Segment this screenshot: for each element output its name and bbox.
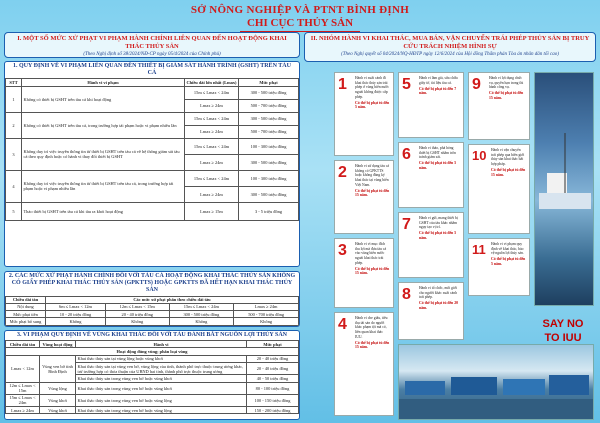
water (399, 399, 594, 420)
card-text: Hành vi vận chuyển trái phép qua biên giới thủy sản khai thác bất hợp pháp. (491, 148, 525, 166)
card-text: Hành vi gửi, mang thiết bị GSHT của tàu khác nhằm ngụy tạo vị trí. (419, 216, 458, 230)
gsht-violations-box (4, 61, 300, 267)
table-cell: Không (234, 318, 299, 325)
card-number: 3 (338, 242, 347, 259)
table-cell: 15m ≤ Lmax < 24m (185, 170, 239, 186)
table-cell: 150 - 200 triệu đồng (247, 407, 299, 414)
card-penalty: Có thể bị phạt tù đến 5 năm. (419, 231, 457, 241)
card-number: 7 (402, 216, 411, 233)
col-len: Chiều dài tàu (6, 341, 40, 348)
col-fine: Mức phạt (247, 341, 299, 348)
row-label: Nội dung (6, 303, 46, 310)
table-cell: Khai thác thủy sản trong vùng ven bờ hoặc vùng lộng (76, 407, 247, 414)
table-cell: Lmax ≥ 24m (185, 99, 239, 112)
violation-card-6 (398, 142, 464, 208)
table-cell: Lmax ≥ 15m (185, 202, 239, 220)
violation-card-7 (398, 212, 464, 278)
table-cell: Không có thiết bị GSHT trên tàu cá, trong trường hợp tái phạm hoặc vi phạm nhiều lần (22, 112, 185, 138)
table-cell: 15m ≤ Lmax < 24m (6, 394, 40, 406)
boat-cabin (547, 173, 567, 193)
col-len: Chiều dài lớn nhất (Lmax) (186, 79, 237, 85)
table-cell: 80 - 100 triệu đồng (247, 382, 299, 394)
table-cell: Lmax ≥ 24m (185, 154, 239, 170)
table-cell: Không có thiết bị GSHT trên tàu cá khi hoạt động (22, 86, 185, 112)
license-violations-box (4, 271, 300, 327)
gsht-table (5, 78, 299, 220)
violation-card-2 (334, 160, 394, 234)
len-header: 12m ≤ Lmax < 15m (105, 303, 169, 310)
card-penalty: Có thể bị phạt tù đến 15 năm. (355, 188, 390, 198)
table-cell: Thảo thiết bị GSHT trên tàu cá khi tàu ra khỏi hoạt động (22, 202, 185, 220)
right-section-title (304, 32, 596, 62)
table-cell: Vùng ven bờ tỉnh Bình Định (40, 355, 76, 382)
card-text: Hành vi vì mục đích thu lợi mà đưa tàu cá vào vùng biển nước ngoài khai thác trái phép. (355, 242, 387, 265)
card-text: Hành vi sử dụng tàu cá không có GPKTTS hoặc không đăng ký khai thác tại vùng biển Việt Nam. (355, 164, 390, 187)
card-penalty: Có thể bị phạt tù đến 15 năm. (489, 91, 524, 101)
table-cell: Khai thác thủy sản tại vùng ven bờ, vùng lộng của tỉnh, thành phố trực thuộc trung ương khác, trừ trường hợp có thỏa thuận của UBND hai tỉnh, thành phố trực thuộc trung ương (76, 362, 247, 374)
card-penalty: Có thể bị phạt tù đến 20 năm. (419, 301, 459, 311)
len-header: Lmax ≥ 24m (234, 303, 299, 310)
card-text: Hành vi vi phạm quy định về khai thác, bảo vệ nguồn lợi thủy sản. (491, 242, 524, 256)
card-number: 10 (472, 148, 487, 163)
table-cell: 40 - 50 triệu đồng (247, 375, 299, 382)
violation-card-3 (334, 238, 394, 308)
row-label: Mức phạt bổ sung (6, 318, 46, 325)
col-fines: Các mức xử phạt phân theo chiều dài tàu (46, 296, 299, 303)
violation-card-9 (468, 72, 530, 140)
card-penalty: Có thể bị phạt tù đến 15 năm. (491, 168, 526, 177)
table-cell: 100 - 300 triệu đồng (239, 170, 299, 186)
harbor-photo (398, 344, 594, 420)
table-cell: 4 (6, 170, 22, 202)
table-cell: 300 - 500 triệu đồng (239, 154, 299, 170)
card-text: Hành vi tổ chức, môi giới cho người khác xuất cảnh trái phép. (419, 286, 457, 300)
zone-title: 3. VI PHẠM QUY ĐỊNH VỀ VÙNG KHAI THÁC ĐỐI VỚI TÀU ĐÁNH BẮT NGUỒN LỢI THỦY SẢN (16, 332, 288, 338)
license-table (5, 296, 299, 326)
table-cell: 500 - 700 triệu đồng (239, 99, 299, 112)
table-cell: Không (169, 318, 234, 325)
left-title: I. MỘT SỐ MỨC XỬ PHẠT VI PHẠM HÀNH CHÍNH LIÊN QUAN ĐẾN HOẠT ĐỘNG KHAI THÁC THỦY SẢN (17, 35, 287, 51)
card-text: Hành vi lợi dụng chức vụ, quyền hạn trong thi hành công vụ. (489, 76, 524, 90)
slogan (533, 318, 593, 346)
table-cell: Lmax < 12m (6, 355, 40, 382)
card-number: 5 (402, 76, 411, 93)
table-cell: 5 (6, 202, 22, 220)
right-title: II. NHÓM HÀNH VI KHAI THÁC, MUA BÁN, VẬN CHUYỂN TRÁI PHÉP THỦY SẢN BỊ TRUY CỨU TRÁCH NHIỆM HÌNH SỰ (310, 35, 590, 51)
table-cell: Không duy trì việc truyền thông tin từ thiết bị GSHT trên tàu cá, trong trường hợp tái phạm hoặc vi phạm nhiều lần (22, 170, 185, 202)
table-cell: 300 - 500 triệu đồng (239, 186, 299, 202)
table-cell: Lmax ≥ 24m (185, 125, 239, 138)
table-cell: 1 (6, 86, 22, 112)
len-header: 15m ≤ Lmax < 24m (169, 303, 234, 310)
table-cell: Vùng lộng (40, 382, 76, 394)
table-cell: 3 - 5 triệu đồng (239, 202, 299, 220)
fishing-boat-photo-right (534, 72, 594, 306)
table-cell: 3 (6, 138, 22, 170)
agency-name: CHI CỤC THỦY SẢN (246, 17, 354, 29)
gsht-title: 1. QUY ĐỊNH VỀ VI PHẠM LIÊN QUAN ĐẾN THIẾT BỊ GIÁM SÁT HÀNH TRÌNH (GSHT) TRÊN TÀU CÁ (13, 63, 291, 77)
left-subtitle: (Theo Nghị định số 38/2024/NĐ-CP ngày 05/4/2024 của Chính phủ) (83, 52, 221, 58)
table-cell: 300 - 500 triệu đồng (239, 86, 299, 99)
department-name: SỞ NÔNG NGHIỆP VÀ PTNT BÌNH ĐỊNH (190, 4, 410, 16)
left-panel (4, 32, 300, 420)
boat-3 (503, 379, 545, 395)
table-cell: 20 - 40 triệu đồng (105, 311, 169, 318)
card-number: 6 (402, 146, 411, 163)
violation-card-5 (398, 72, 464, 138)
left-section-title (4, 32, 300, 58)
card-number: 9 (472, 76, 481, 93)
boat-illustration (535, 73, 594, 306)
card-penalty: Có thể bị phạt tù đến 7 năm. (419, 86, 457, 96)
col-act: Hành vi vi phạm (22, 79, 185, 86)
card-text: Hành vi xuất cảnh đi khai thác thủy sản trái phép ở vùng biển nước ngoài không được cấp phép. (355, 76, 389, 99)
col-len: Chiều dài tàu (6, 296, 46, 303)
card-text: Hành vi che giấu, tiêu thụ tài sản do người khác phạm tội mà có, liên quan khai thác IUU. (355, 316, 388, 339)
card-penalty: Có thể bị phạt tù đến 15 năm. (355, 340, 390, 350)
table-cell: 2 (6, 112, 22, 138)
row-label: Mức phạt tiền (6, 311, 46, 318)
table-cell: 20 - 40 triệu đồng (247, 362, 299, 374)
col-act: Hành vi (76, 341, 247, 348)
table-cell: 500 - 700 triệu đồng (239, 125, 299, 138)
slogan-line-2: TO IUU (544, 331, 582, 344)
table-cell: 15m ≤ Lmax < 24m (185, 138, 239, 154)
violation-card-4 (334, 312, 394, 416)
table-cell: Không (105, 318, 169, 325)
table-cell: 20 - 40 triệu đồng (247, 355, 299, 362)
col-fine: Mức phạt (239, 79, 299, 86)
table-cell: Vùng khơi (40, 407, 76, 414)
table-cell: Không duy trì việc truyền thông tin từ thiết bị GSHT trên tàu cá về hệ thống giám sát tàu cá theo quy định hoặc có hành vi thay đổi thiết bị GSHT (22, 138, 185, 170)
table-cell: 10 - 20 triệu đồng (46, 311, 106, 318)
boat-hull (539, 193, 591, 209)
table-cell: Vùng khơi (40, 394, 76, 406)
table-cell: 500 - 700 triệu đồng (234, 311, 299, 318)
col-zone: Vùng hoạt động (40, 341, 76, 348)
card-number: 2 (338, 164, 347, 181)
table-cell: 300 - 500 triệu đồng (169, 311, 234, 318)
table-cell: Khai thác thủy sản trong vùng ven bờ hoặc vùng lộng (76, 394, 247, 406)
table-cell: Khai thác thủy sản tại vùng lộng hoặc vùng khơi (76, 355, 247, 362)
len-header: 6m ≤ Lmax < 12m (46, 303, 106, 310)
card-text: Hành vi tháo, phá hỏng thiết bị GSHT nhằm trốn tránh giám sát. (419, 146, 456, 160)
table-cell: Khai thác thủy sản trong vùng ven bờ hoặc vùng khơi (76, 382, 247, 394)
card-penalty: Có thể bị phạt tù đến 15 năm. (355, 266, 390, 276)
card-penalty: Có thể bị phạt tù đến 5 năm. (355, 100, 390, 110)
slogan-line-1: SAY NO (542, 318, 584, 330)
boat-1 (405, 381, 445, 395)
violation-card-8 (398, 282, 464, 340)
table-cell: 12m ≤ Lmax < 15m (6, 382, 40, 394)
zone-table (5, 340, 299, 414)
boat-2 (451, 377, 497, 395)
right-subtitle: (Theo Nghị quyết số 04/2024/NQ-HĐTP ngày 12/6/2024 của Hội đồng Thẩm phán Tòa án nhân dân tối cao) (341, 52, 559, 58)
harbor-illustration (399, 345, 594, 420)
card-penalty: Có thể bị phạt tù đến 5 năm. (491, 257, 526, 267)
table-cell: 300 - 500 triệu đồng (239, 112, 299, 125)
table-cell: Lmax ≥ 24m (185, 186, 239, 202)
card-number: 4 (338, 316, 347, 333)
card-number: 11 (472, 242, 486, 257)
col-stt: STT (6, 79, 22, 86)
table-cell: Khai thác thủy sản trong vùng ven bờ hoặc vùng khơi (76, 375, 247, 382)
license-title: 2. CÁC MỨC XỬ PHẠT HÀNH CHÍNH ĐỐI VỚI TÀU CÁ HOẠT ĐỘNG KHAI THÁC THỦY SẢN KHÔNG CÓ GIẤY PHÉP KHAI THÁC THỦY SẢN (GPKTTS) HOẶC GPKTTS ĐÃ HẾT HẠN KHAI THÁC THỦY SẢN (8, 273, 296, 294)
table-cell: Không (46, 318, 106, 325)
group-row: Hoạt động đúng vùng; phân loại vùng (6, 348, 299, 355)
table-cell: 100 - 150 triệu đồng (247, 394, 299, 406)
card-number: 8 (402, 286, 411, 303)
table-cell: 15m ≤ Lmax < 24m (185, 86, 239, 99)
table-cell: 15m ≤ Lmax < 24m (185, 112, 239, 125)
zone-violations-box (4, 330, 300, 420)
card-penalty: Có thể bị phạt tù đến 5 năm. (419, 161, 457, 171)
boat-4 (549, 375, 589, 395)
violation-card-11 (468, 238, 530, 296)
violation-card-1 (334, 72, 394, 156)
table-cell: Lmax ≥ 24m (6, 407, 40, 414)
page-header (0, 4, 600, 32)
violation-card-10 (468, 144, 530, 234)
card-number: 1 (338, 76, 347, 93)
card-text: Hành vi làm giả, sửa chữa giấy tờ, tài liệu tàu cá. (419, 76, 458, 85)
table-cell: 100 - 300 triệu đồng (239, 138, 299, 154)
